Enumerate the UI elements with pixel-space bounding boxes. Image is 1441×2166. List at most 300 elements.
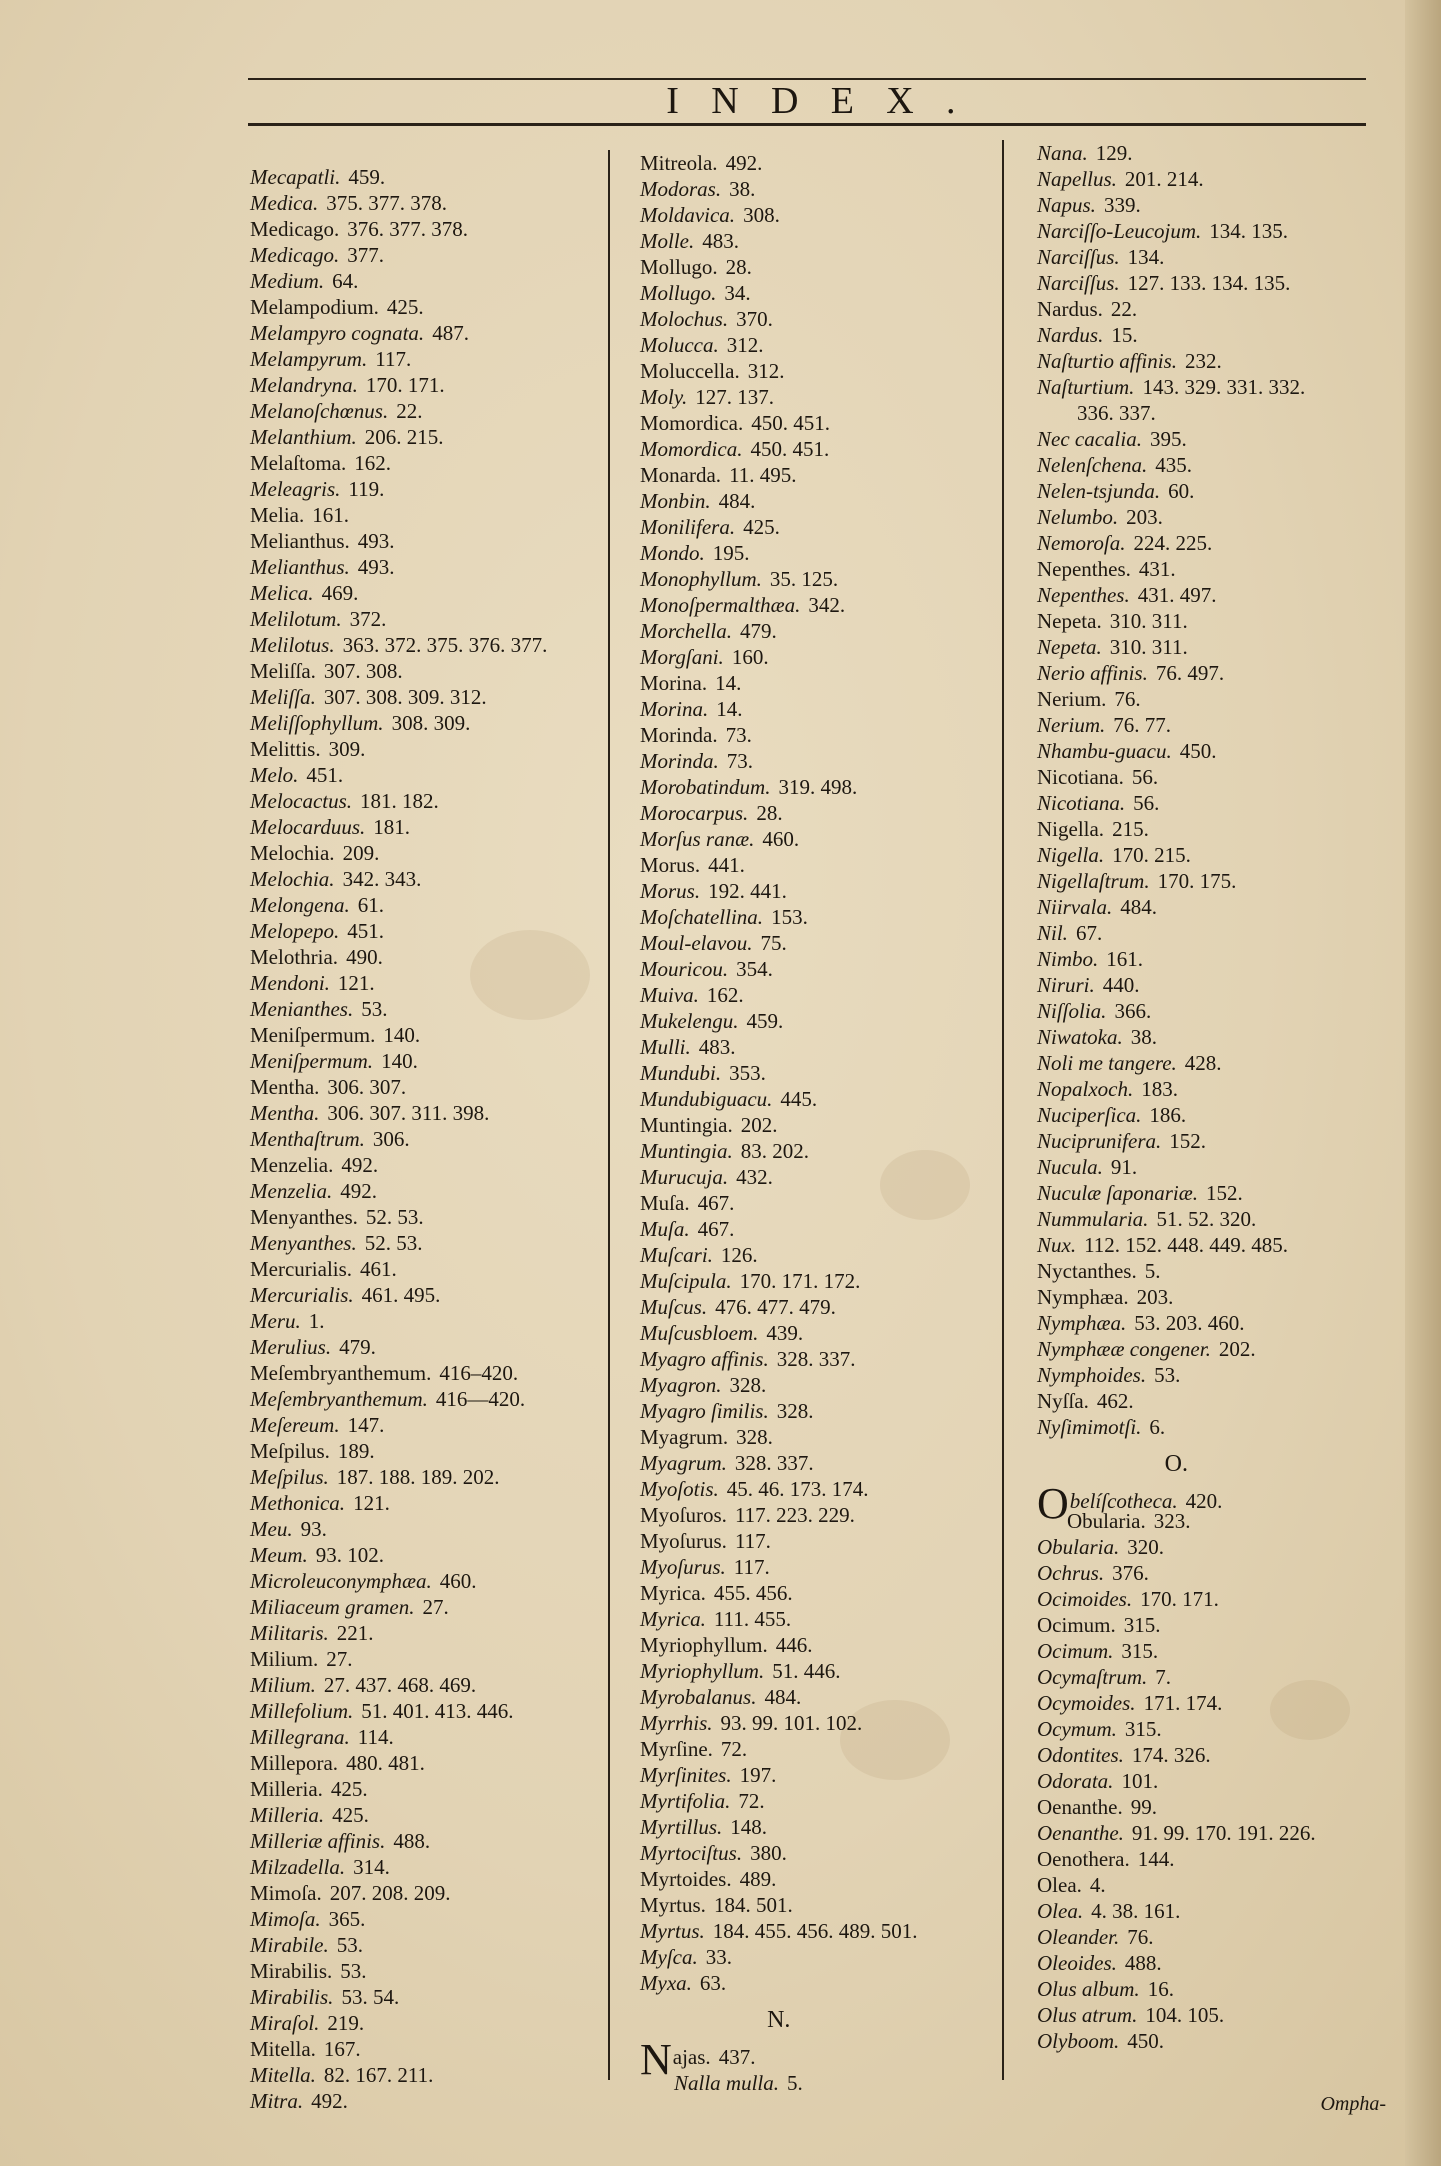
entry-name: Menyanthes. xyxy=(250,1205,358,1229)
entry-name: Millefolium. xyxy=(250,1699,354,1723)
entry-pages: 111. 455. xyxy=(713,1607,792,1631)
entry-name: Nardus. xyxy=(1037,323,1104,347)
index-entry xyxy=(250,1620,547,1646)
entry-pages: 425. xyxy=(330,1777,368,1801)
entry-name: Morgſani. xyxy=(640,645,724,669)
entry-name: Ocymaſtrum. xyxy=(1037,1665,1148,1689)
entry-pages: 224. 225. xyxy=(1133,531,1213,555)
entry-pages: 339. xyxy=(1103,193,1141,217)
index-entry xyxy=(250,372,547,398)
entry-pages: 320. xyxy=(1127,1535,1165,1559)
entry-pages: 34. xyxy=(724,281,751,305)
index-entry xyxy=(1037,998,1316,1024)
entry-pages: 489. xyxy=(739,1867,777,1891)
entry-pages: 195. xyxy=(712,541,750,565)
index-entry xyxy=(640,1866,918,1892)
index-entry xyxy=(250,814,547,840)
entry-pages: 219. xyxy=(327,2011,365,2035)
index-entry xyxy=(1037,530,1316,556)
index-entry xyxy=(640,670,918,696)
entry-name: Obularia. xyxy=(1037,1535,1120,1559)
entry-name: Nalla mulla. xyxy=(674,2071,780,2095)
header-rule-bottom xyxy=(248,123,1366,126)
entry-pages: 306. 307. 311. 398. xyxy=(327,1101,490,1125)
index-entry xyxy=(640,1138,918,1164)
index-entry xyxy=(250,1204,547,1230)
entry-name: Morocarpus. xyxy=(640,801,749,825)
entry-name: Nardus. xyxy=(1037,297,1103,321)
index-entry xyxy=(250,1776,547,1802)
index-entry xyxy=(640,1840,918,1866)
entry-pages: 310. 311. xyxy=(1109,609,1188,633)
entry-name: Mundubiguacu. xyxy=(640,1087,773,1111)
entry-pages: 308. 309. xyxy=(391,711,471,735)
entry-pages: 53. xyxy=(361,997,388,1021)
index-entry xyxy=(250,1386,547,1412)
entry-pages: 354. xyxy=(736,957,773,981)
entry-pages: 488. xyxy=(1124,1951,1162,1975)
entry-name: Niwatoka. xyxy=(1037,1025,1123,1049)
entry-pages: 5. xyxy=(1144,1259,1161,1283)
entry-name: Myrica. xyxy=(640,1607,706,1631)
entry-pages: 162. xyxy=(706,983,744,1007)
entry-name: Meſpilus. xyxy=(250,1439,330,1463)
index-entry xyxy=(640,1528,918,1554)
entry-pages: 488. xyxy=(393,1829,431,1853)
entry-name: Morina. xyxy=(640,671,708,695)
page-edge xyxy=(1405,0,1441,2166)
entry-name: Monoſpermalthæa. xyxy=(640,593,801,617)
index-entry xyxy=(250,1464,547,1490)
entry-pages: 336. 337. xyxy=(1077,401,1156,425)
entry-name: Momordica. xyxy=(640,411,744,435)
index-entry xyxy=(1037,140,1316,166)
entry-name: Mollugo. xyxy=(640,255,718,279)
index-entry xyxy=(250,1438,547,1464)
entry-name: Olus atrum. xyxy=(1037,2003,1138,2027)
entry-pages: 52. 53. xyxy=(364,1231,423,1255)
entry-name: Oleander. xyxy=(1037,1925,1120,1949)
index-entry xyxy=(250,658,547,684)
entry-pages: 60. xyxy=(1168,479,1195,503)
entry-name: Monarda. xyxy=(640,463,722,487)
entry-pages: 459. xyxy=(348,165,386,189)
index-entry xyxy=(1037,556,1316,582)
entry-name: Morinda. xyxy=(640,723,718,747)
index-entry xyxy=(250,606,547,632)
entry-pages: 181. xyxy=(373,815,411,839)
index-entry xyxy=(250,1282,547,1308)
entry-pages: 170. 215. xyxy=(1112,843,1191,867)
index-entry xyxy=(250,1256,547,1282)
entry-name: Mimoſa. xyxy=(250,1881,322,1905)
index-entry xyxy=(1037,660,1316,686)
entry-pages: 315. xyxy=(1123,1613,1161,1637)
index-entry xyxy=(640,1580,918,1606)
entry-name: Melongena. xyxy=(250,893,350,917)
entry-pages: 38. xyxy=(1130,1025,1158,1049)
entry-pages: 121. xyxy=(353,1491,390,1515)
index-entry xyxy=(250,2062,547,2088)
index-entry xyxy=(1037,452,1316,478)
entry-name: Mentha. xyxy=(250,1075,320,1099)
index-entry xyxy=(250,736,547,762)
index-entry xyxy=(640,982,918,1008)
entry-name: Menzelia. xyxy=(250,1179,333,1203)
entry-name: Olea. xyxy=(1037,1873,1082,1897)
entry-pages: 181. 182. xyxy=(360,789,439,813)
entry-pages: 492. xyxy=(340,1179,377,1203)
index-entry xyxy=(250,1880,547,1906)
entry-pages: 450. 451. xyxy=(750,437,830,461)
index-entry xyxy=(1037,764,1316,790)
entry-name: Nigellaſtrum. xyxy=(1037,869,1150,893)
index-entry xyxy=(250,632,547,658)
entry-pages: 315. xyxy=(1121,1639,1159,1663)
entry-name: Myoſurus. xyxy=(640,1555,726,1579)
entry-name: Moly. xyxy=(640,385,688,409)
entry-pages: 479. xyxy=(339,1335,376,1359)
entry-pages: 53. xyxy=(1154,1363,1181,1387)
entry-name: Meſereum. xyxy=(250,1413,340,1437)
entry-pages: 101. xyxy=(1121,1769,1159,1793)
entry-pages: 459. xyxy=(746,1009,784,1033)
drop-capital: O xyxy=(1037,1479,1069,1528)
entry-pages: 377. xyxy=(347,243,384,267)
entry-name: Melittis. xyxy=(250,737,321,761)
entry-pages: 480. 481. xyxy=(346,1751,425,1775)
index-entry xyxy=(250,476,547,502)
entry-pages: 72. xyxy=(738,1789,765,1813)
entry-name: Melica. xyxy=(250,581,314,605)
index-entry xyxy=(640,1658,918,1684)
index-entry xyxy=(1037,1534,1316,1560)
entry-name: Muiva. xyxy=(640,983,699,1007)
entry-name: Medicago. xyxy=(250,243,340,267)
entry-name: Niirvala. xyxy=(1037,895,1113,919)
index-entry xyxy=(250,528,547,554)
entry-pages: 312. xyxy=(747,359,785,383)
index-entry xyxy=(250,2088,547,2114)
entry-name: Melampodium. xyxy=(250,295,379,319)
entry-name: Meleagris. xyxy=(250,477,341,501)
column-divider xyxy=(1002,140,1004,2080)
entry-name: Nelumbo. xyxy=(1037,505,1119,529)
index-entry xyxy=(1037,400,1316,426)
entry-name: Mulli. xyxy=(640,1035,691,1059)
index-entry xyxy=(640,1476,918,1502)
entry-name: Nerio affinis. xyxy=(1037,661,1148,685)
entry-name: Meru. xyxy=(250,1309,301,1333)
entry-name: Mondo. xyxy=(640,541,705,565)
entry-name: Mitella. xyxy=(250,2063,316,2087)
entry-pages: 366. xyxy=(1114,999,1152,1023)
entry-pages: 416—420. xyxy=(435,1387,526,1411)
entry-pages: 476. 477. 479. xyxy=(715,1295,836,1319)
drop-capital: N xyxy=(640,2035,672,2084)
entry-pages: 148. xyxy=(730,1815,767,1839)
entry-pages: 372. xyxy=(349,607,387,631)
entry-name: Milleria. xyxy=(250,1803,325,1827)
index-entry xyxy=(640,956,918,982)
entry-name: Melampyrum. xyxy=(250,347,368,371)
entry-pages: 174. 326. xyxy=(1131,1743,1211,1767)
entry-name: Ocimum. xyxy=(1037,1613,1116,1637)
entry-pages: 1. xyxy=(308,1309,325,1333)
entry-name: Nepeta. xyxy=(1037,609,1102,633)
entry-pages: 428. xyxy=(1184,1051,1222,1075)
index-entry xyxy=(640,1606,918,1632)
index-entry xyxy=(1037,1898,1316,1924)
entry-name: Modoras. xyxy=(640,177,722,201)
entry-pages: 127. 137. xyxy=(695,385,774,409)
entry-pages: 380. xyxy=(750,1841,787,1865)
section-heading: O. xyxy=(1164,1451,1188,1477)
entry-name: Mercurialis. xyxy=(250,1257,353,1281)
index-entry xyxy=(640,1268,918,1294)
index-entry xyxy=(1037,1232,1316,1258)
entry-name: Mitra. xyxy=(250,2089,304,2113)
entry-name: Mendoni. xyxy=(250,971,330,995)
index-entry xyxy=(1037,1950,1316,1976)
entry-name: Momordica. xyxy=(640,437,743,461)
entry-name: Mirabilis. xyxy=(250,1985,334,2009)
entry-pages: 363. 372. 375. 376. 377. xyxy=(342,633,548,657)
entry-pages: 323. xyxy=(1153,1509,1191,1533)
index-entry xyxy=(250,970,547,996)
entry-pages: 492. xyxy=(725,151,763,175)
index-entry xyxy=(1037,1664,1316,1690)
entry-pages: 153. xyxy=(771,905,808,929)
entry-name: Niſſolia. xyxy=(1037,999,1107,1023)
entry-name: Myagron. xyxy=(640,1373,722,1397)
entry-name: Melochia. xyxy=(250,867,335,891)
entry-pages: 484. xyxy=(764,1685,802,1709)
index-entry xyxy=(640,774,918,800)
entry-name: Narciſſus. xyxy=(1037,245,1120,269)
index-entry xyxy=(640,904,918,930)
index-entry xyxy=(1037,582,1316,608)
index-entry xyxy=(1037,1976,1316,2002)
index-column-3 xyxy=(1037,140,1316,2054)
index-entry xyxy=(640,1918,918,1944)
section-heading: N. xyxy=(767,2007,791,2033)
entry-name: Moldavica. xyxy=(640,203,736,227)
entry-name: Obularia. xyxy=(1067,1509,1146,1533)
entry-pages: 492. xyxy=(341,1153,379,1177)
entry-pages: 171. 174. xyxy=(1143,1691,1223,1715)
entry-pages: 192. 441. xyxy=(708,879,787,903)
entry-pages: 342. 343. xyxy=(342,867,422,891)
index-column-2 xyxy=(640,150,918,2096)
entry-name: Nyſimimotſi. xyxy=(1037,1415,1142,1439)
entry-name: Morina. xyxy=(640,697,709,721)
entry-name: Myrrhis. xyxy=(640,1711,713,1735)
entry-name: Napellus. xyxy=(1037,167,1117,191)
entry-name: Melaſtoma. xyxy=(250,451,347,475)
index-entry xyxy=(250,944,547,970)
entry-name: Narciſſo-Leucojum. xyxy=(1037,219,1202,243)
entry-name: Melo. xyxy=(250,763,299,787)
entry-name: Menyanthes. xyxy=(250,1231,357,1255)
entry-name: Milleriæ affinis. xyxy=(250,1829,386,1853)
entry-name: Myriophyllum. xyxy=(640,1633,768,1657)
entry-pages: 91. xyxy=(1110,1155,1138,1179)
entry-pages: 431. 497. xyxy=(1137,583,1217,607)
entry-pages: 161. xyxy=(1106,947,1144,971)
entry-pages: 117. xyxy=(375,347,412,371)
entry-name: Nemoroſa. xyxy=(1037,531,1126,555)
entry-pages: 467. xyxy=(697,1217,735,1241)
index-entry xyxy=(1037,1362,1316,1388)
page-title: INDEX. xyxy=(666,80,988,122)
entry-pages: 183. xyxy=(1141,1077,1178,1101)
index-entry xyxy=(250,424,547,450)
entry-name: Meſpilus. xyxy=(250,1465,329,1489)
entry-pages: 446. xyxy=(775,1633,813,1657)
entry-name: Melilotus. xyxy=(250,633,335,657)
index-entry xyxy=(250,1542,547,1568)
entry-name: Melampyro cognata. xyxy=(250,321,425,345)
entry-pages: 493. xyxy=(357,555,395,579)
entry-name: Nigella. xyxy=(1037,843,1105,867)
entry-name: Mitreola. xyxy=(640,151,718,175)
entry-name: Myoſotis. xyxy=(640,1477,719,1501)
entry-name: Nil. xyxy=(1037,921,1068,945)
index-entry xyxy=(1037,296,1316,322)
entry-name: Monilifera. xyxy=(640,515,736,539)
index-entry xyxy=(250,788,547,814)
entry-pages: 420. xyxy=(1185,1489,1223,1513)
entry-pages: 52. 53. xyxy=(365,1205,424,1229)
entry-pages: 431. xyxy=(1138,557,1176,581)
entry-pages: 460. xyxy=(439,1569,477,1593)
index-entry xyxy=(250,1308,547,1334)
entry-pages: 202. xyxy=(1218,1337,1256,1361)
entry-name: Melopepo. xyxy=(250,919,340,943)
index-entry xyxy=(640,228,918,254)
index-entry xyxy=(1037,972,1316,998)
index-entry xyxy=(1037,686,1316,712)
entry-name: Naſturtio affinis. xyxy=(1037,349,1178,373)
index-entry xyxy=(1037,1846,1316,1872)
entry-pages: 308. xyxy=(743,203,780,227)
entry-pages: 461. xyxy=(360,1257,397,1281)
entry-pages: 91. 99. 170. 191. 226. xyxy=(1131,1821,1316,1845)
entry-name: Myagrum. xyxy=(640,1425,729,1449)
entry-name: Myrſinites. xyxy=(640,1763,732,1787)
entry-name: Muſcus. xyxy=(640,1295,708,1319)
entry-name: Morinda. xyxy=(640,749,719,773)
entry-pages: 51. 446. xyxy=(772,1659,841,1683)
entry-name: Melanthium. xyxy=(250,425,357,449)
entry-pages: 161. xyxy=(312,503,349,527)
entry-pages: 53. 54. xyxy=(341,1985,400,2009)
index-entry xyxy=(250,1022,547,1048)
entry-pages: 38. xyxy=(729,177,756,201)
entry-pages: 7. xyxy=(1155,1665,1171,1689)
entry-name: Miliaceum gramen. xyxy=(250,1595,415,1619)
entry-pages: 202. xyxy=(740,1113,778,1137)
entry-pages: 14. xyxy=(716,697,743,721)
index-entry xyxy=(640,696,918,722)
entry-pages: 73. xyxy=(726,749,753,773)
entry-name: Oleoides. xyxy=(1037,1951,1117,1975)
entry-pages: 307. 308. xyxy=(323,659,403,683)
entry-pages: 310. 311. xyxy=(1109,635,1188,659)
entry-name: Meniſpermum. xyxy=(250,1049,374,1073)
index-entry xyxy=(1037,1414,1316,1440)
entry-pages: 22. xyxy=(396,399,423,423)
entry-pages: 147. xyxy=(347,1413,385,1437)
index-entry xyxy=(640,1190,918,1216)
entry-name: Myrobalanus. xyxy=(640,1685,757,1709)
entry-name: Melianthus. xyxy=(250,555,350,579)
index-entry xyxy=(640,852,918,878)
entry-name: Nuciprunifera. xyxy=(1037,1129,1162,1153)
index-entry xyxy=(250,710,547,736)
entry-name: Menianthes. xyxy=(250,997,354,1021)
index-entry xyxy=(250,1724,547,1750)
entry-name: Morus. xyxy=(640,879,701,903)
entry-name: Milium. xyxy=(250,1647,319,1671)
entry-pages: 462. xyxy=(1096,1389,1134,1413)
entry-name: Murucuja. xyxy=(640,1165,729,1189)
entry-pages: 490. xyxy=(346,945,383,969)
entry-pages: 450. xyxy=(1179,739,1217,763)
index-entry xyxy=(1037,2002,1316,2028)
index-entry xyxy=(1037,1508,1316,1534)
entry-name: Olea. xyxy=(1037,1899,1084,1923)
index-entry xyxy=(1037,1258,1316,1284)
index-entry xyxy=(640,1970,918,1996)
entry-pages: 451. xyxy=(347,919,384,943)
entry-name: Medicago. xyxy=(250,217,340,241)
index-entry xyxy=(1037,348,1316,374)
entry-name: Myſca. xyxy=(640,1945,698,1969)
index-entry xyxy=(1037,1024,1316,1050)
entry-pages: 206. 215. xyxy=(364,425,444,449)
entry-pages: 75. xyxy=(760,931,787,955)
entry-name: Mundubi. xyxy=(640,1061,722,1085)
entry-name: Myrtifolia. xyxy=(640,1789,731,1813)
entry-pages: 437. xyxy=(718,2045,756,2069)
entry-pages: 127. 133. 134. 135. xyxy=(1127,271,1291,295)
entry-pages: 201. 214. xyxy=(1124,167,1204,191)
index-entry xyxy=(640,462,918,488)
entry-pages: 53. xyxy=(340,1959,367,1983)
index-entry xyxy=(1037,1638,1316,1664)
entry-pages: 416–420. xyxy=(439,1361,519,1385)
entry-name: Olus album. xyxy=(1037,1977,1140,2001)
entry-name: Mimoſa. xyxy=(250,1907,321,1931)
entry-name: Oenanthe. xyxy=(1037,1821,1124,1845)
entry-pages: 450. 451. xyxy=(751,411,830,435)
index-entry xyxy=(1037,1612,1316,1638)
entry-name: Oenothera. xyxy=(1037,1847,1130,1871)
index-entry xyxy=(640,280,918,306)
entry-pages: 170. 175. xyxy=(1157,869,1237,893)
entry-name: belíſcotheca. xyxy=(1069,1489,1178,1513)
entry-name: Morchella. xyxy=(640,619,732,643)
index-entry xyxy=(1037,1128,1316,1154)
entry-pages: 479. xyxy=(739,619,777,643)
index-entry xyxy=(640,1502,918,1528)
entry-name: Ochrus. xyxy=(1037,1561,1105,1585)
entry-pages: 45. 46. 173. 174. xyxy=(726,1477,869,1501)
entry-pages: 152. xyxy=(1169,1129,1206,1153)
entry-pages: 152. xyxy=(1206,1181,1243,1205)
